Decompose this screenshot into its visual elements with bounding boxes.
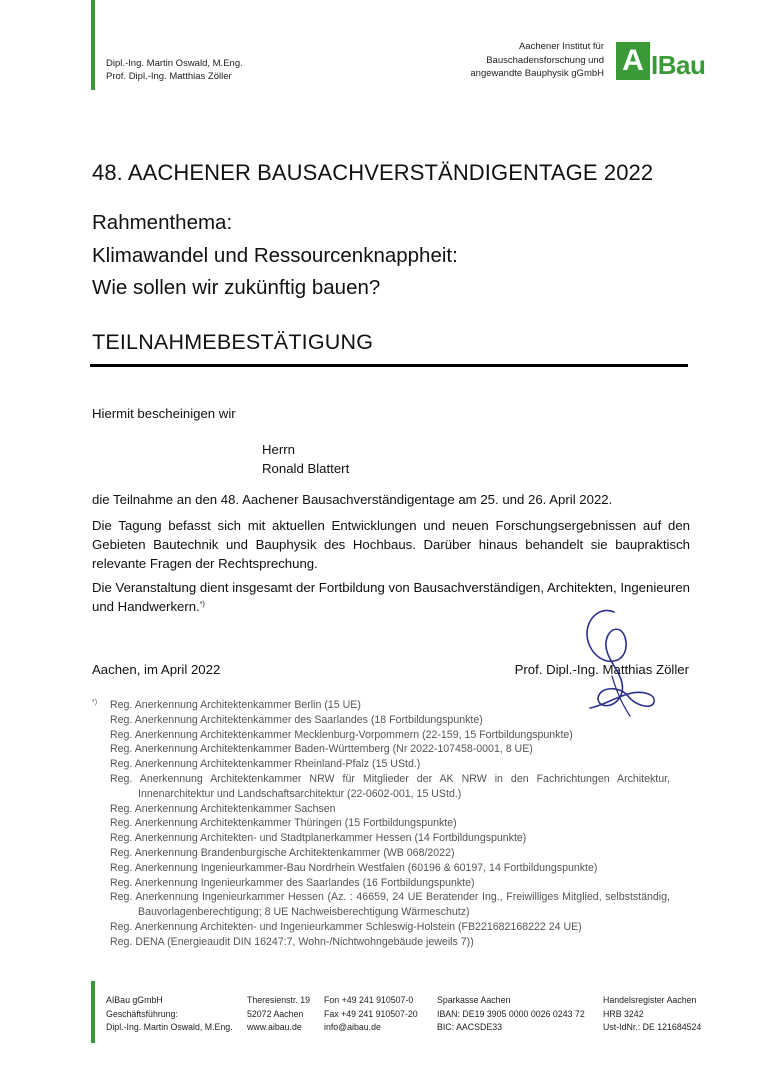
accreditation-item: Reg. Anerkennung Architektenkammer Rheinland-Pfalz (15 UStd.)	[110, 758, 421, 771]
header-institute-line-1: Aachener Institut für	[518, 41, 604, 52]
footer-accent-bar	[91, 981, 95, 1043]
footer-management-label: Geschäftsführung:	[106, 1008, 178, 1019]
footer-iban: IBAN: DE19 3905 0000 0026 0243 72	[437, 1008, 585, 1019]
theme-line-1: Rahmenthema:	[92, 211, 233, 234]
accreditation-item: Reg. Anerkennung Architektenkammer Thüringen (15 Fortbildungspunkte)	[110, 817, 457, 830]
salutation: Herrn	[262, 442, 295, 457]
footer-phone: Fon +49 241 910507-0	[324, 995, 414, 1005]
recipient-name: Ronald Blattert	[262, 461, 350, 476]
footer-city: 52072 Aachen	[247, 1008, 304, 1019]
signer-name: Prof. Dipl.-Ing. Matthias Zöller	[514, 662, 689, 677]
header-directors	[106, 57, 243, 83]
header-director-1: Dipl.-Ing. Martin Oswald, M.Eng.	[106, 58, 243, 69]
footer-bank	[437, 994, 585, 1035]
conference-description: Die Tagung befasst sich mit aktuellen Entwicklungen und neuen Forschungsergebnissen auf den Gebieten Bautechnik und Bauphysik des Hochbaus. Darüber hinaus behandelt sie baupraktisch relevante Fragen der Rechtsprechung.	[92, 518, 690, 571]
place-date: Aachen, im April 2022	[92, 662, 221, 677]
accreditation-item: Reg. Anerkennung Brandenburgische Architektenkammer (WB 068/2022)	[110, 846, 455, 859]
confirmation-title: TEILNAHMEBESTÄTIGUNG	[92, 330, 374, 354]
footer-street: Theresienstr. 19	[247, 995, 311, 1005]
theme-line-2: Klimawandel und Ressourcenknappheit:	[92, 243, 458, 267]
footer-email: info@aibau.de	[324, 1022, 381, 1032]
footer-website: www.aibau.de	[247, 1022, 302, 1032]
intro-text: Hiermit bescheinigen wir	[92, 406, 236, 421]
footer-register-court: Handelsregister Aachen	[603, 995, 697, 1005]
header-director-2: Prof. Dipl.-Ing. Matthias Zöller	[106, 71, 232, 82]
footer-hrb: HRB 3242	[603, 1008, 644, 1019]
accreditation-item: Reg. Anerkennung Architekten- und Stadtplanerkammer Hessen (14 Fortbildungspunkte)	[110, 832, 527, 845]
footer-fax: Fax +49 241 910507-20	[324, 1008, 418, 1019]
footer-contact	[324, 994, 418, 1035]
accreditation-item: Reg. Anerkennung Architektenkammer Berlin (15 UE)	[110, 699, 361, 711]
accreditation-item: Reg. Anerkennung Ingenieurkammer des Saarlandes (16 Fortbildungspunkte)	[110, 876, 475, 889]
document-title: 48. AACHENER BAUSACHVERSTÄNDIGENTAGE 2022	[92, 160, 654, 185]
aibau-logo	[616, 42, 705, 80]
theme-line-3: Wie sollen wir zukünftig bauen?	[92, 276, 381, 299]
footnote-marker: *)	[92, 699, 98, 706]
footer-bic: BIC: AACSDE33	[437, 1022, 503, 1032]
logo-wordmark: IBau	[651, 50, 706, 80]
title-divider	[90, 364, 688, 367]
footer-managing-director: Dipl.-Ing. Martin Oswald, M.Eng.	[106, 1022, 233, 1032]
recipient-block	[262, 440, 349, 478]
footer-vat-id: Ust-IdNr.: DE 121684524	[603, 1022, 702, 1032]
accreditation-item: Reg. Anerkennung Architektenkammer Mecklenburg-Vorpommern (22-159, 15 Fortbildungspunkte)	[110, 728, 573, 741]
footer-address	[247, 994, 310, 1035]
participation-text: die Teilnahme an den 48. Aachener Bausachverständigentage am 25. und 26. April 2022.	[92, 492, 613, 507]
logo-letter-block: A	[616, 42, 650, 80]
accreditation-item: Reg. Anerkennung Architektenkammer Sachsen	[110, 802, 336, 815]
accreditation-item: Reg. Anerkennung Architekten- und Ingenieurkammer Schleswig-Holstein (FB221682168222 24 UE)	[110, 920, 582, 933]
footer-company	[106, 994, 233, 1035]
footer-registry	[603, 994, 701, 1035]
purpose-text: Die Veranstaltung dient insgesamt der Fortbildung von Bausachverständigen, Architekten, Ingenieuren und Handwerkern.	[92, 580, 690, 614]
accreditation-item: Reg. Anerkennung Architektenkammer Baden-Württemberg (Nr 2022-107458-0001, 8 UE)	[110, 743, 533, 756]
accreditation-item: Reg. Anerkennung Architektenkammer des Saarlandes (18 Fortbildungspunkte)	[110, 713, 483, 726]
theme-block	[92, 207, 458, 305]
accreditation-item: Reg. DENA (Energieaudit DIN 16247:7, Wohn-/Nichtwohngebäude jeweils 7))	[110, 935, 474, 948]
footer-bank-name: Sparkasse Aachen	[437, 995, 511, 1005]
accreditation-item: Reg. Anerkennung Ingenieurkammer Hessen (Az. : 46659, 24 UE Beratender Ing., Freiwilliges Mitglied, selbstständig, Bauvorlagenberechtigung; 8 UE Nachweisberechtigung Wärmeschutz)	[110, 891, 670, 919]
footer-company-name: AIBau gGmbH	[106, 995, 163, 1005]
accreditation-list	[110, 698, 670, 950]
footnote-reference: *)	[199, 601, 205, 608]
header-accent-bar	[91, 0, 95, 90]
header-institute-line-2: Bauschadensforschung und	[486, 54, 604, 66]
header-institute-line-3: angewandte Bauphysik gGmbH	[470, 68, 604, 79]
header-institute-name	[470, 40, 604, 81]
accreditation-item: Reg. Anerkennung Ingenieurkammer-Bau Nordrhein Westfalen (60196 & 60197, 14 Fortbildungspunkte)	[110, 861, 598, 874]
accreditation-item: Reg. Anerkennung Architektenkammer NRW für Mitglieder der AK NRW in den Fachrichtungen Architektur, Innenarchitektur und Landschaftsarchitektur (22-0602-001, 15 UStd.)	[110, 772, 670, 800]
